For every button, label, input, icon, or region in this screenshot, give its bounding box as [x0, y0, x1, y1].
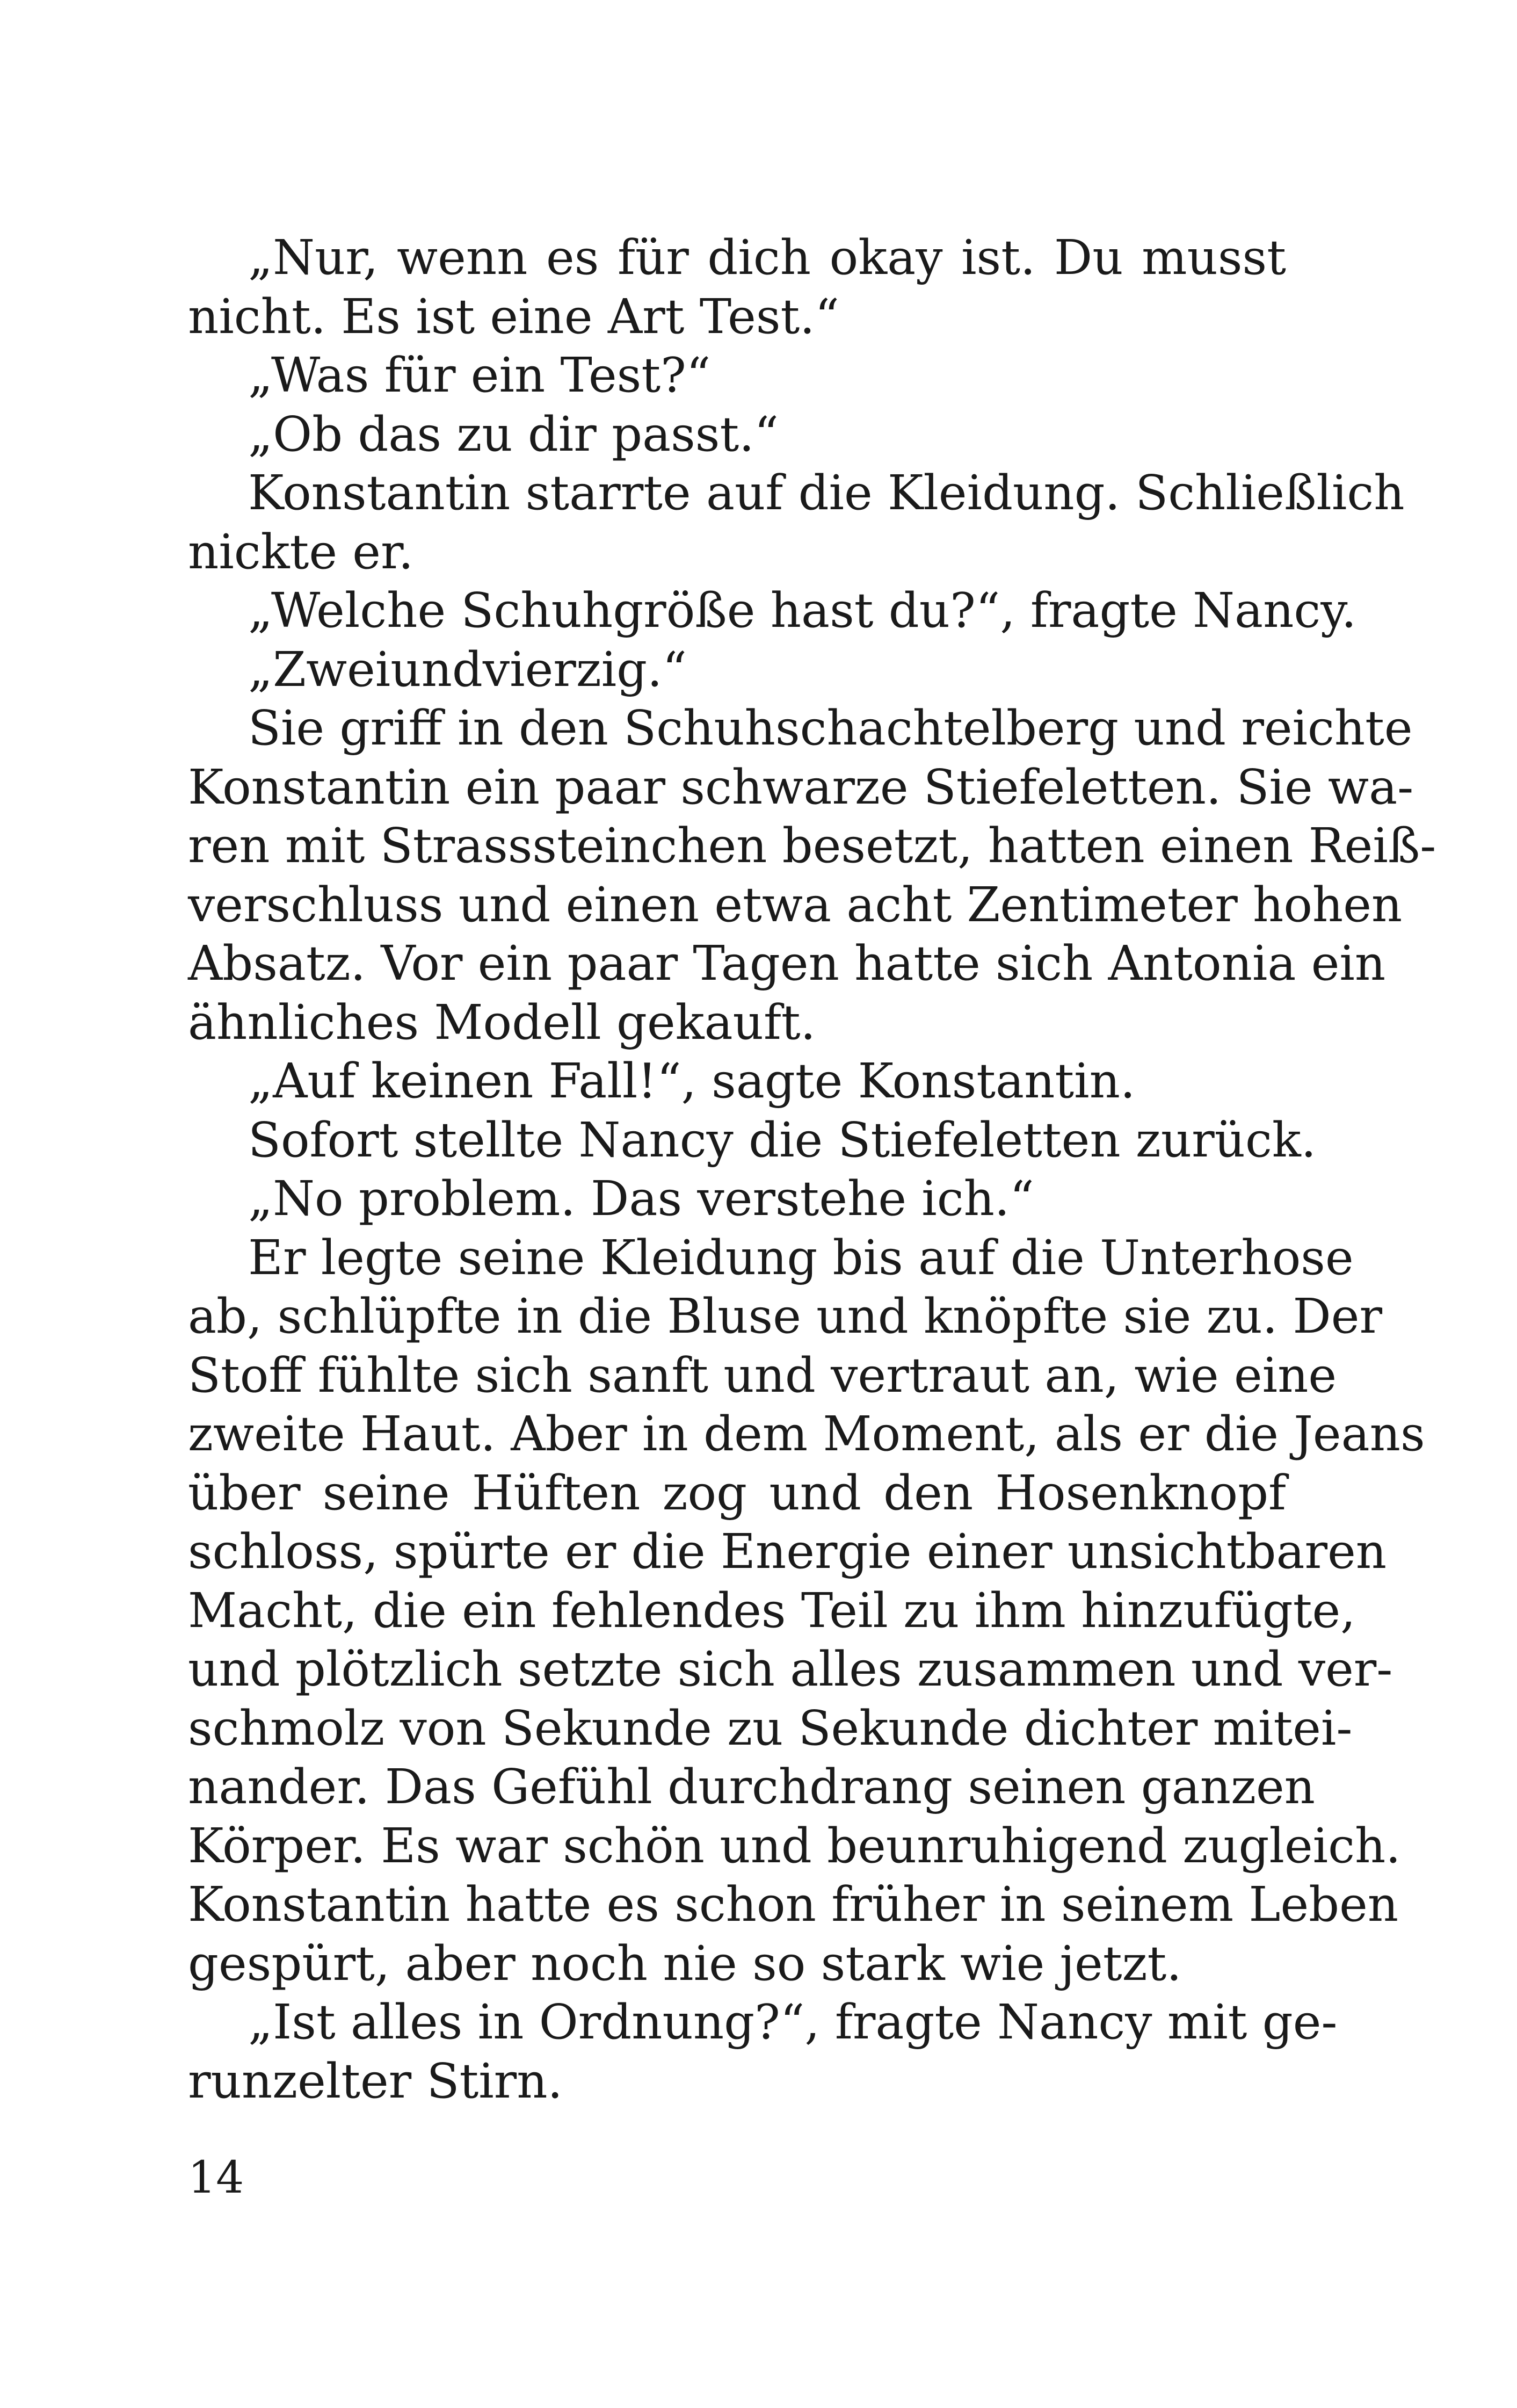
text-line: „Welche Schuhgröße hast du?“, fragte Nancy. — [248, 582, 1356, 638]
text-line: „Ist alles in Ordnung?“, fragte Nancy mit ge- — [248, 1994, 1338, 2050]
text-line: „Auf keinen Fall!“, sagte Konstantin. — [248, 1053, 1136, 1109]
text-line: „No problem. Das verstehe ich.“ — [248, 1170, 1034, 1226]
page-number: 14 — [188, 2152, 244, 2203]
text-line: „Was für ein Test?“ — [248, 347, 711, 403]
text-line: Er legte seine Kleidung bis auf die Unterhose — [248, 1229, 1354, 1285]
text-line: runzelter Stirn. — [188, 2052, 563, 2109]
body-text — [188, 228, 1436, 2110]
text-line: schloss, spürte er die Energie einer unsichtbaren — [188, 1523, 1387, 1579]
text-line: Körper. Es war schön und beunruhigend zugleich. — [188, 1817, 1401, 1874]
text-line: ab, schlüpfte in die Bluse und knöpfte sie zu. Der — [188, 1288, 1383, 1344]
text-line: Sie griff in den Schuhschachtelberg und reichte — [248, 700, 1413, 756]
text-line: und plötzlich setzte sich alles zusammen und ver- — [188, 1641, 1393, 1697]
text-line: nicht. Es ist eine Art Test.“ — [188, 288, 840, 344]
text-line: „Zweiundvierzig.“ — [248, 641, 687, 697]
text-line: gespürt, aber noch nie so stark wie jetzt. — [188, 1935, 1182, 1991]
text-line: „Nur, wenn es für dich okay ist. Du musst — [248, 229, 1286, 285]
text-line: zweite Haut. Aber in dem Moment, als er die Jeans — [188, 1406, 1425, 1462]
text-line: Sofort stellte Nancy die Stiefeletten zurück. — [248, 1111, 1317, 1168]
text-line: über seine Hüften zog und den Hosenknopf — [188, 1464, 1286, 1521]
text-line: Stoff fühlte sich sanft und vertraut an, wie eine — [188, 1347, 1337, 1403]
text-line: schmolz von Sekunde zu Sekunde dichter mitei- — [188, 1700, 1353, 1756]
text-line: nickte er. — [188, 523, 414, 580]
text-line: ähnliches Modell gekauft. — [188, 994, 816, 1050]
text-line: Konstantin starrte auf die Kleidung. Schließlich — [248, 465, 1405, 520]
text-line: nander. Das Gefühl durchdrang seinen ganzen — [188, 1759, 1315, 1814]
text-line: verschluss und einen etwa acht Zentimeter hohen — [188, 876, 1403, 932]
text-line: Macht, die ein fehlendes Teil zu ihm hinzufügte, — [188, 1582, 1356, 1638]
text-line: Absatz. Vor ein paar Tagen hatte sich Antonia ein — [188, 935, 1386, 991]
text-line: Konstantin ein paar schwarze Stiefeletten. Sie wa- — [188, 758, 1414, 815]
text-line: ren mit Strasssteinchen besetzt, hatten einen Reiß- — [188, 818, 1436, 873]
text-line: Konstantin hatte es schon früher in seinem Leben — [188, 1876, 1399, 1932]
text-line: „Ob das zu dir passt.“ — [248, 406, 779, 462]
